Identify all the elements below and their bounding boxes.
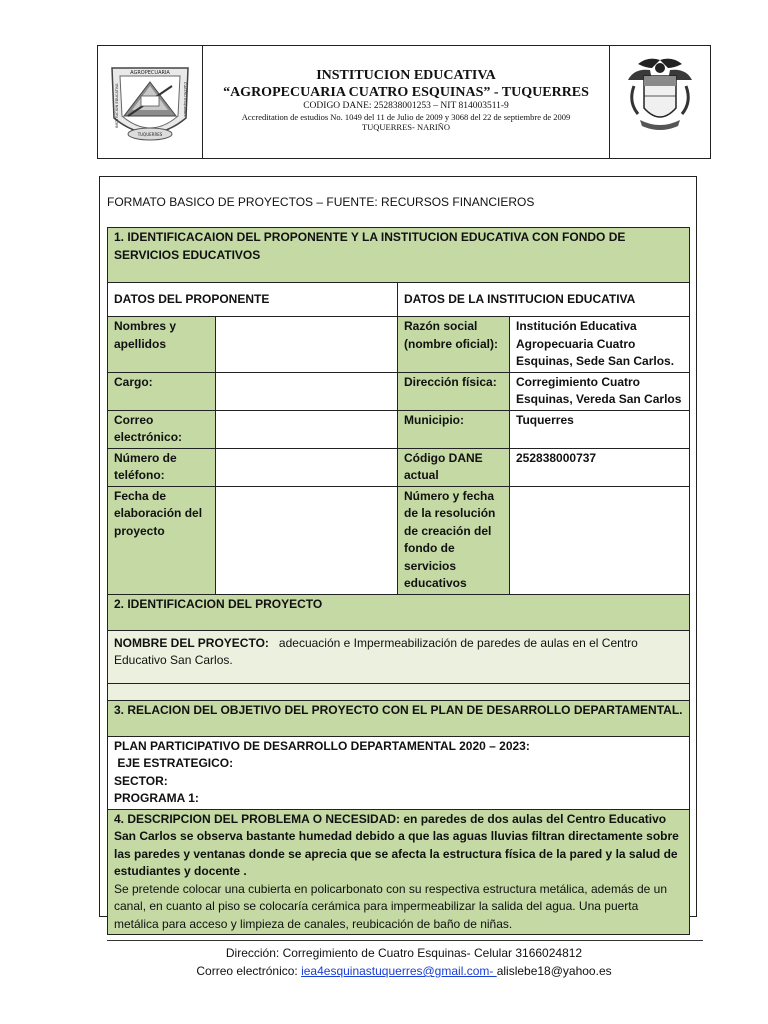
label-fecha: Fecha de elaboración del proyecto — [108, 486, 216, 594]
plan-title: PLAN PARTICIPATIVO DE DESARROLLO DEPARTAMENTAL 2020 – 2023: — [114, 738, 530, 753]
label-razon-social: Razón social (nombre oficial): — [398, 317, 510, 373]
colombia-coat-of-arms-icon — [610, 46, 710, 158]
section-2-title: 2. IDENTIFICACION DEL PROYECTO — [108, 594, 690, 630]
label-cargo: Cargo: — [108, 372, 216, 410]
section-3-title: 3. RELACION DEL OBJETIVO DEL PROYECTO CON EL PLAN DE DESARROLLO DEPARTAMENTAL. — [108, 700, 690, 736]
logo-text-right: CUATRO ESQUINAS — [183, 82, 187, 117]
col-header-proponente: DATOS DEL PROPONENTE — [108, 283, 398, 317]
value-telefono[interactable] — [216, 448, 398, 486]
value-fecha[interactable] — [216, 486, 398, 594]
spacer-row — [108, 683, 690, 700]
school-crest-logo — [98, 46, 202, 158]
label-direccion: Dirección física: — [398, 372, 510, 410]
value-codigo-dane: 252838000737 — [510, 448, 690, 486]
footer-divider — [107, 940, 703, 941]
value-direccion: Corregimiento Cuatro Esquinas, Vereda San Carlos — [510, 372, 690, 410]
footer-contact — [97, 962, 711, 980]
label-resolucion: Número y fecha de la resolución de creación del fondo de servicios educativos — [398, 486, 510, 594]
footer — [97, 944, 711, 980]
institution-name: “AGROPECUARIA CUATRO ESQUINAS” - TUQUERRES — [223, 85, 589, 100]
sector-label: SECTOR: — [114, 773, 168, 788]
project-name-label: NOMBRE DEL PROYECTO: — [114, 635, 269, 650]
programa-label: PROGRAMA 1: — [114, 791, 199, 805]
label-codigo-dane: Código DANE actual — [398, 448, 510, 486]
colombia-shield-cell — [609, 46, 710, 158]
logo-text-left: INSTITUCION EDUCATIVA — [115, 83, 119, 128]
value-nombres[interactable] — [216, 317, 398, 373]
value-correo[interactable] — [216, 410, 398, 448]
section-4-block — [108, 809, 690, 935]
label-nombres: Nombres y apellidos — [108, 317, 216, 373]
letterhead-text — [203, 46, 609, 158]
value-cargo[interactable] — [216, 372, 398, 410]
value-resolucion[interactable] — [510, 486, 690, 594]
project-name-cell — [108, 630, 690, 683]
logo-text-bottom: TUQUERRES — [137, 132, 163, 137]
footer-email-secondary: alislebe18@yahoo.es — [496, 964, 612, 978]
footer-address: Dirección: Corregimiento de Cuatro Esquinas- Celular 3166024812 — [225, 946, 583, 960]
section-1-title: 1. IDENTIFICACAION DEL PROPONENTE Y LA INSTITUCION EDUCATIVA CON FONDO DE SERVICIOS EDUCATIVOS — [108, 228, 690, 283]
section-4-body: Se pretende colocar una cubierta en policarbonato con su respectiva estructura metálica, además de un canal, en cuanto al piso se colocaría cerámica para impermeabilizar la salida del agua. Una puerta metálica para acceso y limpieza de canales, reubicación de baño de niñas. — [114, 881, 667, 931]
logo-text-top: AGROPECUARIA — [130, 70, 170, 76]
label-municipio: Municipio: — [398, 410, 510, 448]
project-name-value: adecuación e Impermeabilización de paredes de aulas en el Centro Educativo San Carlos. — [114, 635, 638, 667]
institution-title: INSTITUCION EDUCATIVA — [316, 68, 496, 83]
dane-code: CODIGO DANE: 252838001253 – NIT 814003511-9 — [303, 101, 509, 111]
eje-estrategico: EJE ESTRATEGICO: — [114, 756, 234, 770]
form-caption: FORMATO BASICO DE PROYECTOS – FUENTE: RECURSOS FINANCIEROS — [107, 195, 535, 209]
location-text: TUQUERRES- NARIÑO — [361, 122, 451, 132]
value-razon-social: Institución Educativa Agropecuaria Cuatro Esquinas, Sede San Carlos. — [510, 317, 690, 373]
plan-block — [108, 736, 690, 809]
footer-email-link[interactable]: iea4esquinastuquerres@gmail.com- — [301, 964, 497, 978]
project-form-table — [107, 227, 690, 935]
section-4-title: 4. DESCRIPCION DEL PROBLEMA O NECESIDAD: en paredes de dos aulas del Centro Educativo San Carlos se observa bastante humedad debido a que las aguas lluvias filtran directamente sobre las paredes y ventanas donde se aprecia que se afecta la estructura física de la pared y la salud de estudiantes y docente . — [114, 811, 679, 878]
school-logo-cell — [98, 46, 203, 158]
accreditation-text: Accreditation de estudios No. 1049 del 11 de Julio de 2009 y 3068 del 22 de septiembre de 2009 — [241, 112, 571, 122]
col-header-institucion: DATOS DE LA INSTITUCION EDUCATIVA — [398, 283, 690, 317]
label-telefono: Número de teléfono: — [108, 448, 216, 486]
letterhead — [97, 45, 711, 159]
value-municipio: Tuquerres — [510, 410, 690, 448]
footer-email-label: Correo electrónico: — [196, 964, 302, 978]
label-correo: Correo electrónico: — [108, 410, 216, 448]
